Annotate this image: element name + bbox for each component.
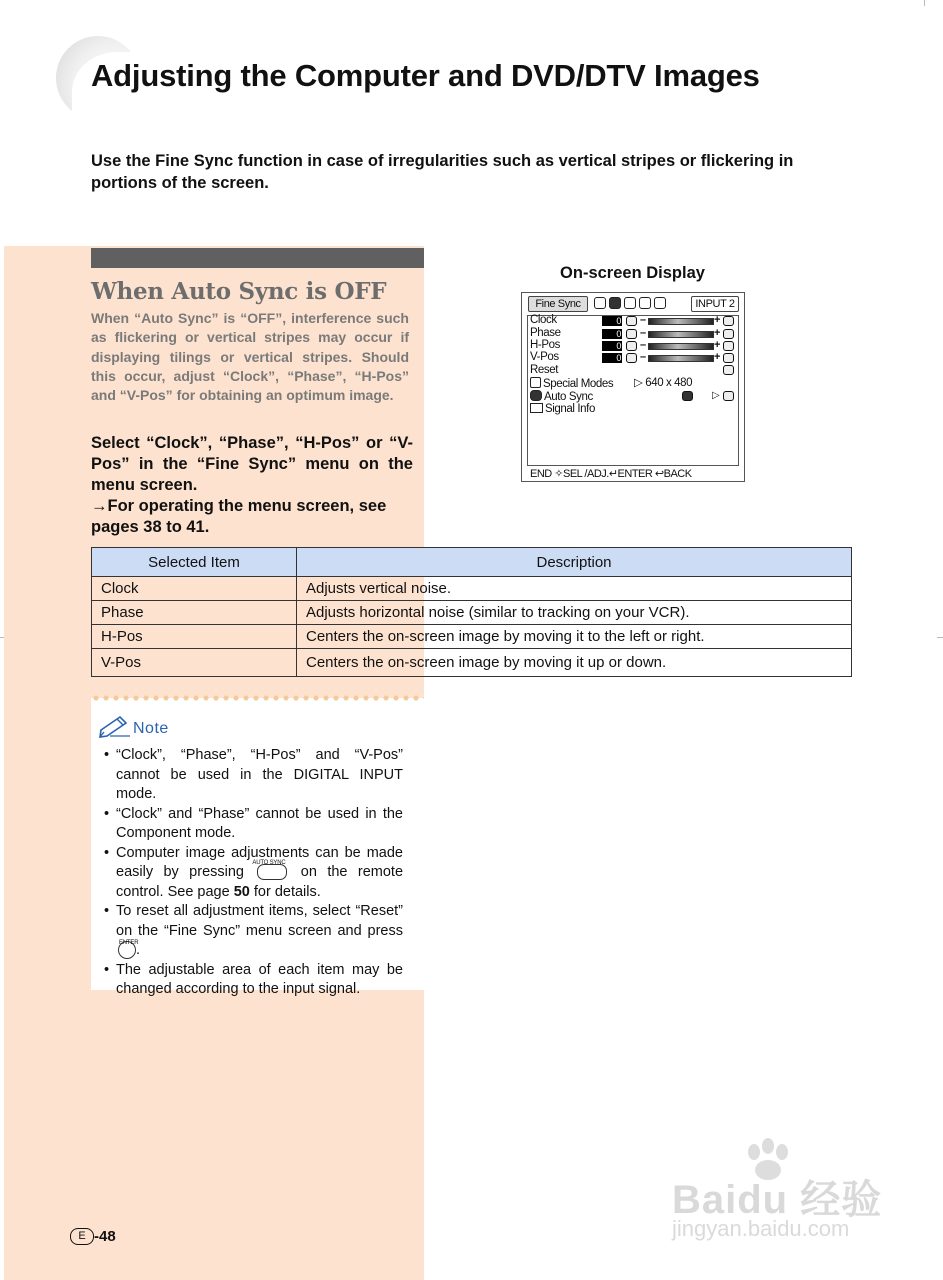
osd-slider — [648, 343, 714, 350]
note-item: • “Clock” and “Phase” cannot be used in the Component mode. — [101, 805, 403, 844]
osd-slider — [648, 331, 714, 338]
page-title: Adjusting the Computer and DVD/DTV Images — [91, 58, 760, 93]
osd-slider — [648, 355, 714, 362]
minus-sign: – — [640, 339, 646, 351]
clock-icon — [626, 316, 637, 326]
minus-sign: – — [640, 351, 646, 363]
table-row — [92, 601, 852, 625]
osd-reset-label: Reset — [530, 364, 559, 376]
note-item — [101, 844, 403, 903]
auto-sync-mode-icon — [723, 391, 734, 401]
osd-auto-sync-label: Auto Sync — [544, 391, 593, 403]
note-list — [101, 746, 403, 1000]
intro-text: Use the Fine Sync function in case of irregularities such as vertical stripes or flickering in portions of the screen. — [91, 152, 794, 192]
special-modes-icon — [530, 377, 541, 388]
osd-screen — [521, 292, 745, 482]
osd-auto-sync — [530, 390, 593, 403]
auto-sync-button-icon — [252, 860, 287, 880]
pencil-icon — [98, 712, 132, 738]
table-cell-item: V-Pos — [92, 649, 297, 677]
minus-sign: – — [640, 327, 646, 339]
minus-sign: – — [640, 314, 646, 326]
osd-row-label: Clock — [530, 314, 557, 326]
osd-special-value-text: 640 x 480 — [645, 377, 693, 389]
plus-sign: + — [714, 314, 721, 326]
signal-info-icon — [530, 403, 543, 413]
auto-sync-button-caption: AUTO SYNC — [252, 860, 286, 866]
adjustment-table — [91, 547, 852, 677]
plus-sign: + — [714, 351, 721, 363]
note-text: Computer image adjustments can be made easily by pressing — [116, 844, 403, 880]
plus-sign: + — [714, 339, 721, 351]
options-menu-icon — [624, 297, 636, 309]
note-item: • The adjustable area of each item may be changed according to the input signal. — [101, 961, 403, 1000]
table-header-row — [92, 548, 852, 577]
crop-mark-top — [924, 0, 925, 6]
table-cell-item: Clock — [92, 577, 297, 601]
v-pos-icon — [723, 353, 734, 363]
h-pos-icon — [723, 341, 734, 351]
table-cell-description: Adjusts vertical noise. — [297, 577, 852, 601]
osd-row-label: Phase — [530, 327, 561, 339]
table-cell-item: Phase — [92, 601, 297, 625]
page-letter-badge: E — [70, 1228, 94, 1245]
picture-menu-icon — [594, 297, 606, 309]
table-cell-item: H-Pos — [92, 625, 297, 649]
watermark-brand: Baidu 经验 — [672, 1178, 883, 1222]
osd-row-value: 0 — [602, 316, 622, 326]
note-text: for details. — [253, 883, 321, 900]
section-body: When “Auto Sync” is “OFF”, interference such as flickering or vertical stripes may occur if displaying tilings or vertical stripes. Should this occur, adjust “Clock”, “Phase”, “H-Pos” and “V-Pos” for obtaining an optimum image. — [91, 310, 409, 404]
auto-sync-icon — [530, 390, 542, 401]
right-arrow-icon: ▷ — [712, 390, 720, 401]
language-menu-icon — [639, 297, 651, 309]
osd-caption: On-screen Display — [560, 264, 705, 282]
watermark-url: jingyan.baidu.com — [672, 1216, 850, 1241]
phase-icon — [723, 329, 734, 339]
osd-row-value: 0 — [602, 341, 622, 351]
instruction-text: Select “Clock”, “Phase”, “H-Pos” or “V-Pos” in the “Fine Sync” menu on the menu screen. — [91, 434, 413, 494]
osd-special-value — [634, 377, 692, 390]
enter-button-icon — [118, 940, 139, 959]
dotted-divider — [91, 694, 424, 702]
enter-button-caption: ENTER — [119, 940, 139, 946]
clock-icon — [723, 316, 734, 326]
table-row — [92, 625, 852, 649]
table-row — [92, 577, 852, 601]
table-cell-description: Adjusts horizontal noise (similar to tracking on your VCR). — [297, 601, 852, 625]
osd-row-value: 0 — [602, 353, 622, 363]
table-cell-description: Centers the on-screen image by moving it up or down. — [297, 649, 852, 677]
status-menu-icon — [654, 297, 666, 309]
v-pos-icon — [626, 353, 637, 363]
section-header-bar — [91, 248, 424, 268]
note-text: To reset all adjustment items, select “Reset” on the “Fine Sync” menu screen and press — [116, 903, 403, 939]
note-text: on the remote control. See page — [116, 864, 404, 900]
section-heading: When Auto Sync is OFF — [91, 278, 387, 305]
page-number: -48 — [94, 1228, 116, 1245]
auto-sync-off-icon — [682, 391, 693, 401]
note-label: Note — [133, 720, 169, 737]
osd-special-modes-label: Special Modes — [543, 378, 614, 390]
osd-row-label: H-Pos — [530, 339, 560, 351]
note-item: • To reset all adjustment items, select “Reset” on the “Fine Sync” menu screen and press ENTER . — [101, 902, 403, 961]
table-header-cell: Selected Item — [92, 548, 297, 577]
osd-signal-info — [530, 403, 595, 416]
table-header-cell: Description — [297, 548, 852, 577]
note-item: • “Clock”, “Phase”, “H-Pos” and “V-Pos” cannot be used in the DIGITAL INPUT mode. — [101, 746, 403, 805]
osd-menu-icons — [594, 297, 666, 309]
osd-footer: END ✧SEL /ADJ.↵ENTER ↩BACK — [530, 468, 692, 480]
phase-icon — [626, 329, 637, 339]
note-page-ref: 50 — [233, 883, 250, 900]
crop-mark-right — [937, 637, 943, 638]
osd-row-label: V-Pos — [530, 351, 559, 363]
osd-signal-info-label: Signal Info — [545, 403, 595, 415]
table-row — [92, 649, 852, 677]
fine-sync-menu-icon — [609, 297, 621, 309]
h-pos-icon — [626, 341, 637, 351]
reset-icon — [723, 365, 734, 375]
osd-slider — [648, 318, 714, 325]
table-cell-description: Centers the on-screen image by moving it to the left or right. — [297, 625, 852, 649]
osd-row-value: 0 — [602, 329, 622, 339]
right-arrow-icon: ▷ — [634, 377, 643, 389]
osd-tab-fine-sync: Fine Sync — [528, 296, 588, 312]
osd-special-modes — [530, 377, 613, 390]
reference-text: →For operating the menu screen, see pages 38 to 41. — [91, 497, 387, 536]
plus-sign: + — [714, 327, 721, 339]
osd-input-label: INPUT 2 — [691, 296, 739, 312]
